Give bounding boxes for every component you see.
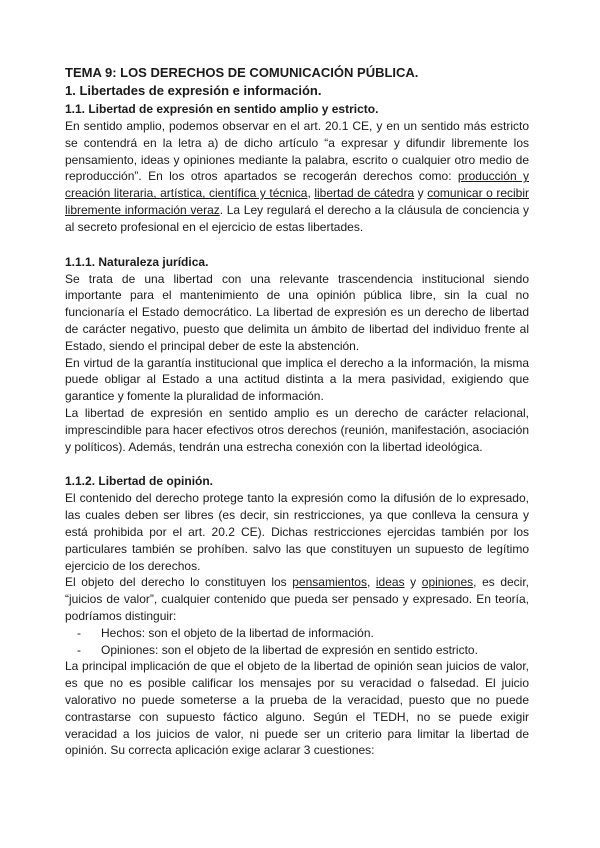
section-heading: 1. Libertades de expresión e información. — [65, 83, 322, 98]
paragraph: La principal implicación de que el objeto de la libertad de opinión sean juicios de valor, es que no es posible calificar los mensajes por su veracidad o falsedad. El juicio valorativo no puede someterse a la prueba de la veracidad, puesto que no puede contrastarse con supuesto fáctico alguno. Según el TEDH, no se puede exigir veracidad a los juicios de valor, ni puede ser un criterio para limitar la libertad de opinión. Su correcta aplicación exige aclarar 3 cuestiones: — [65, 659, 529, 758]
paragraph: El objeto del derecho lo constituyen los pensamientos, ideas y opiniones, es decir, “juicios de valor”, cualquier contenido que pueda ser pensado y expresado. En teoría, podríamos distinguir: — [65, 575, 530, 623]
bullet-list — [65, 625, 529, 659]
dash-bullet: - — [77, 642, 81, 657]
dash-bullet: - — [77, 625, 81, 640]
paragraph: El contenido del derecho protege tanto la expresión como la difusión de lo expresado, las cuales deben ser libres (es decir, sin restricciones, ya que conlleva la censura y está prohibida por el art. 20.2 CE). Dichas restricciones ejercidas también por los particulares también se prohíben. salvo las que constituyen un supuesto de legítimo ejercicio de los derechos. — [65, 491, 529, 573]
underlined-term: opiniones — [421, 575, 474, 590]
underlined-term: ideas — [375, 575, 405, 590]
paragraph: En virtud de la garantía institucional que implica el derecho a la información, la misma puede obligar al Estado a una actitud distinta a la mera pasividad, exigiendo que garantice y fomente la pluralidad de información. — [65, 355, 529, 404]
underlined-term: comunicar o recibir libremente información veraz — [65, 186, 529, 217]
underlined-term: pensamientos — [292, 575, 367, 590]
document-title: TEMA 9: LOS DERECHOS DE COMUNICACIÓN PÚBLICA. — [65, 65, 419, 80]
underlined-term: producción y creación literaria, artística, científica y técnica — [65, 169, 530, 201]
document-page — [65, 64, 529, 759]
underlined-term: libertad de cátedra — [314, 186, 415, 201]
subsection-heading-1-1-2: 1.1.2. Libertad de opinión. — [65, 474, 214, 489]
paragraph-1-1: En sentido amplio, podemos observar en el art. 20.1 CE, y en un sentido más estricto se contendrá en la letra a) de dicho artículo “a expresar y difundir libremente los pensamiento, ideas y opiniones mediante la palabra, escrito o cualquier otro medio de reproducción”. En los otros apartados se recogerán derechos como: producción y creación literaria, artística, científica y técnica, libertad de cátedra y comunicar o recibir libremente información veraz. La Ley regulará el derecho a la cláusula de conciencia y al secreto profesional en el ejercicio de estas libertades. — [65, 119, 530, 234]
paragraph: La libertad de expresión en sentido amplio es un derecho de carácter relacional, imprescindible para hacer efectivos otros derechos (reunión, manifestación, asociación y políticos). Además, tendrán una estrecha conexión con la libertad ideológica. — [65, 405, 529, 454]
paragraph: Se trata de una libertad con una relevante trascendencia institucional siendo importante para el mantenimiento de una opinión pública libre, sin la cual no funcionaría el Estado democrático. La libertad de expresión es un derecho de libertad de carácter negativo, puesto que delimita un ámbito de libertad del individuo frente al Estado, siendo el principal deber de este la abstención. — [65, 271, 529, 353]
list-item: - Opiniones: son el objeto de la libertad de expresión en sentido estricto. — [77, 642, 478, 657]
list-item: - Hechos: son el objeto de la libertad de información. — [77, 625, 374, 640]
subsection-heading-1-1: 1.1. Libertad de expresión en sentido amplio y estricto. — [65, 102, 379, 116]
subsection-heading-1-1-1: 1.1.1. Naturaleza jurídica. — [65, 254, 209, 269]
